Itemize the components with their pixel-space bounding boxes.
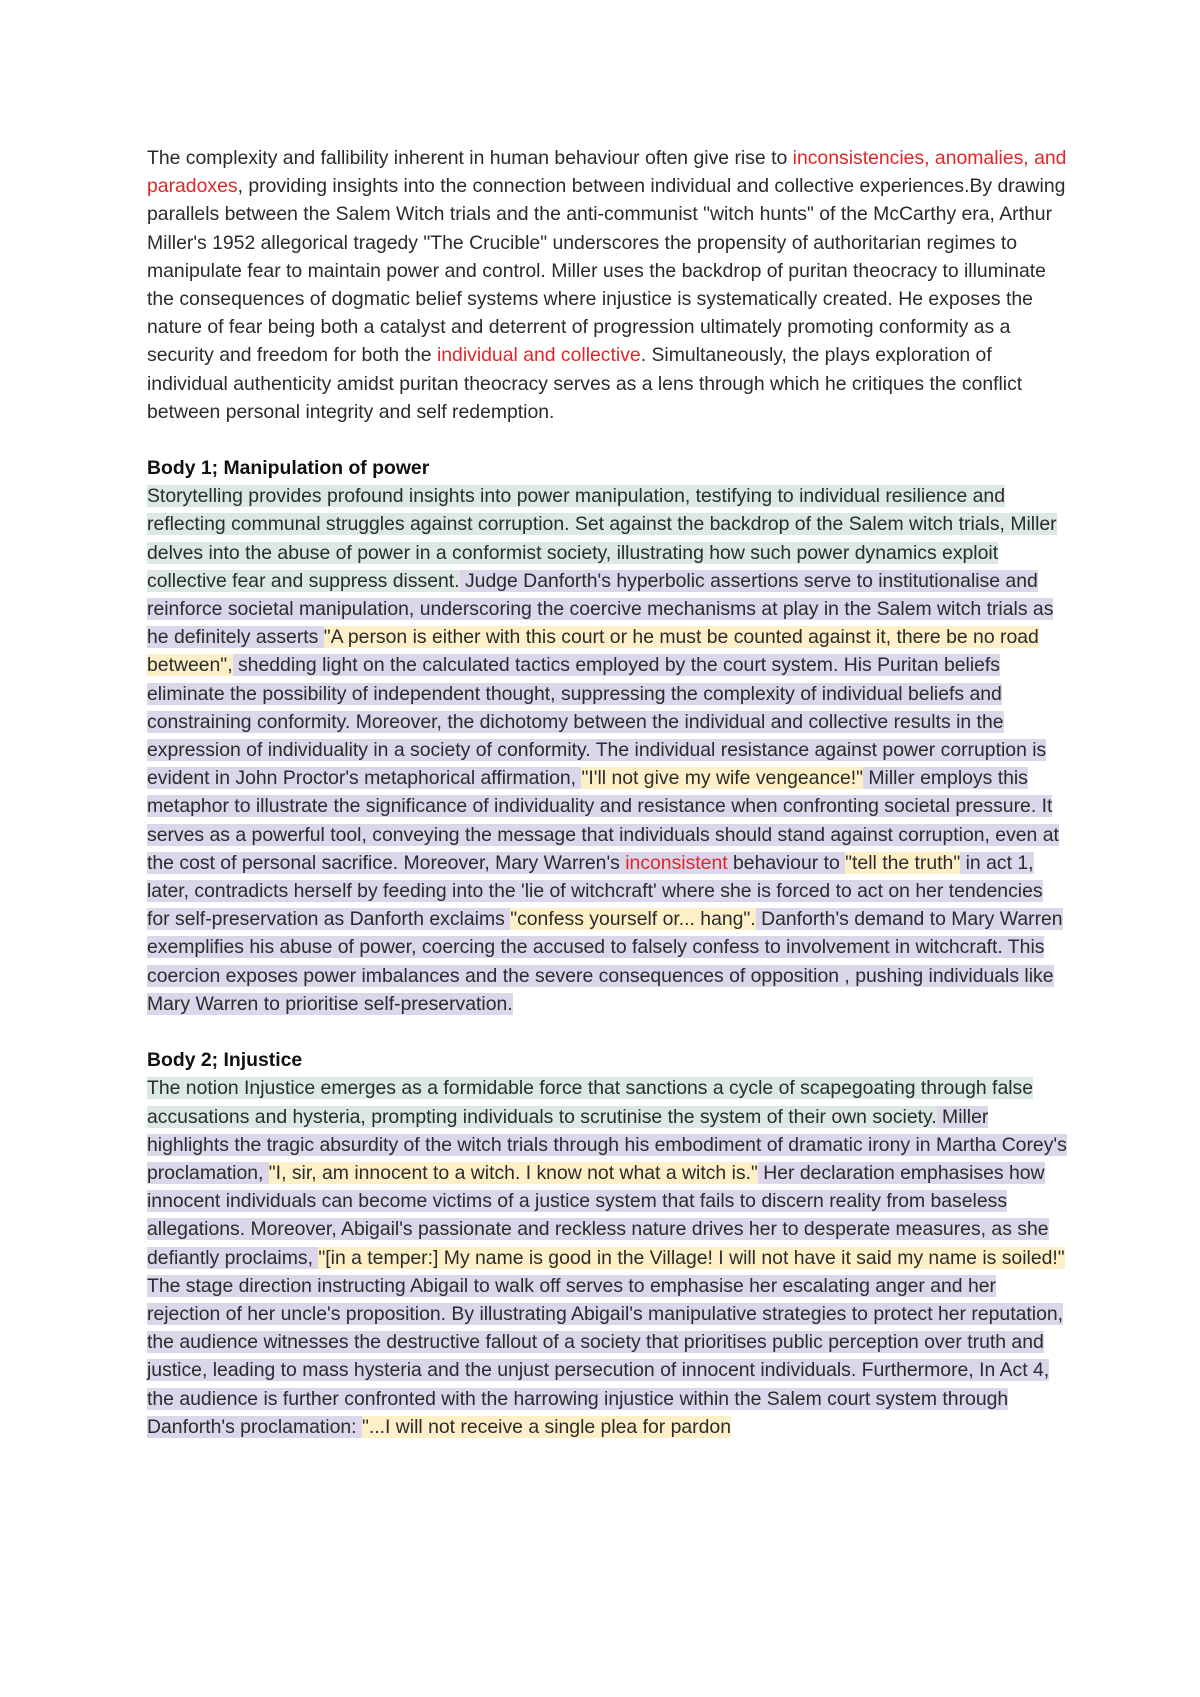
topic-sentence-highlight: The notion Injustice emerges as a formidable force that sanctions a cycle of scapegoating through false accusations and hysteria, prompting individuals to scrutinise the system of their own society. xyxy=(147,1077,1034,1128)
quote-highlight: "tell the truth" xyxy=(845,851,961,874)
analysis-highlight: Judge Danforth's hyperbolic assertions serve to institutionalise and reinforce societal manipulation, underscoring the coercive mechanisms at play in the Salem witch trials as he definitely asserts xyxy=(147,569,1054,649)
body1-heading: Body 1; Manipulation of power xyxy=(147,457,430,480)
quote-highlight: "A person is either with this court or he must be counted against it, there be no road between", xyxy=(147,626,1039,677)
quote-highlight: "I'll not give my wife vengeance!" xyxy=(581,767,864,790)
intro-text: , providing insights into the connection between individual and collective experiences.By drawing parallels between the Salem Witch trials and the anti-communist "witch hunts" of the McCarthy era, Arthur Miller's 1952 allegorical tragedy "The Crucible" underscores the propensity of authoritarian regimes to manipulate fear to maintain power and control. Miller uses the backdrop of puritan theocracy to illuminate the consequences of dogmatic belief systems where injustice is systematically created. He exposes the nature of fear being both a catalyst and deterrent of progression ultimately promoting conformity as a security and freedom for both the xyxy=(147,175,1066,367)
intro-red-phrase: inconsistencies, anomalies, and paradoxes xyxy=(147,147,1067,198)
analysis-highlight: behaviour to xyxy=(727,851,846,874)
quote-highlight: "...I will not receive a single plea for pardon xyxy=(361,1415,731,1438)
quote-highlight: "confess yourself or... hang". xyxy=(510,908,756,931)
quote-highlight: "I, sir, am innocent to a witch. I know not what a witch is." xyxy=(268,1161,758,1184)
body1-paragraph xyxy=(147,482,1067,1018)
analysis-highlight: shedding light on the calculated tactics employed by the court system. His Puritan beliefs eliminate the possibility of independent thought, suppressing the complexity of individual beliefs and constraining conformity. Moreover, the dichotomy between the individual and collective results in the expression of individuality in a society of conformity. The individual resistance against power corruption is evident in John Proctor's metaphorical affirmation, xyxy=(147,654,1047,790)
analysis-highlight: Miller employs this metaphor to illustrate the significance of individuality and resistance when confronting societal pressure. It serves as a powerful tool, conveying the message that individuals should stand against corruption, even at the cost of personal sacrifice. Moreover, Mary Warren's xyxy=(147,767,1059,874)
body2-heading: Body 2; Injustice xyxy=(147,1049,303,1072)
intro-text: . Simultaneously, the plays exploration of individual authenticity amidst puritan theocracy serves as a lens through which he critiques the conflict between personal integrity and self redemption. xyxy=(147,344,1023,423)
document-page xyxy=(147,144,1067,1441)
analysis-highlight: The stage direction instructing Abigail to walk off serves to emphasise her escalating anger and her rejection of her uncle's proposition. By illustrating Abigail's manipulative strategies to protect her reputation, the audience witnesses the destructive fallout of a society that prioritises public perception over truth and justice, leading to mass hysteria and the unjust persecution of innocent individuals. Furthermore, In Act 4, the audience is further confronted with the harrowing injustice within the Salem court system through Danforth's proclamation: xyxy=(147,1274,1064,1438)
analysis-highlight: Her declaration emphasises how innocent individuals can become victims of a justice system that fails to discern reality from baseless allegations. Moreover, Abigail's passionate and reckless nature drives her to desperate measures, as she defiantly proclaims, xyxy=(147,1161,1049,1269)
body2-paragraph xyxy=(147,1074,1067,1441)
intro-red-phrase: individual and collective xyxy=(436,344,641,367)
quote-highlight: "[in a temper:] My name is good in the Village! I will not have it said my name is soiled!" xyxy=(318,1246,1065,1269)
topic-sentence-highlight: Storytelling provides profound insights into power manipulation, testifying to individual resilience and reflecting communal struggles against corruption. Set against the backdrop of the Salem witch trials, Miller delves into the abuse of power in a conformist society, illustrating how such power dynamics exploit collective fear and suppress dissent. xyxy=(147,485,1057,592)
intro-paragraph xyxy=(147,144,1067,426)
intro-text: The complexity and fallibility inherent in human behaviour often give rise to xyxy=(147,147,793,169)
analysis-highlight: in act 1, later, contradicts herself by feeding into the 'lie of witchcraft' where she is forced to act on her tendencies for self-preservation as Danforth exclaims xyxy=(147,851,1043,931)
red-word-highlight: inconsistent xyxy=(625,851,728,874)
analysis-highlight: Miller highlights the tragic absurdity of the witch trials through his embodiment of dramatic irony in Martha Corey's proclamation, xyxy=(147,1105,1067,1184)
analysis-highlight: Danforth's demand to Mary Warren exemplifies his abuse of power, coercing the accused to falsely confess to involvement in witchcraft. This coercion exposes power imbalances and the severe consequences of opposition , pushing individuals like Mary Warren to prioritise self-preservation. xyxy=(147,908,1063,1015)
